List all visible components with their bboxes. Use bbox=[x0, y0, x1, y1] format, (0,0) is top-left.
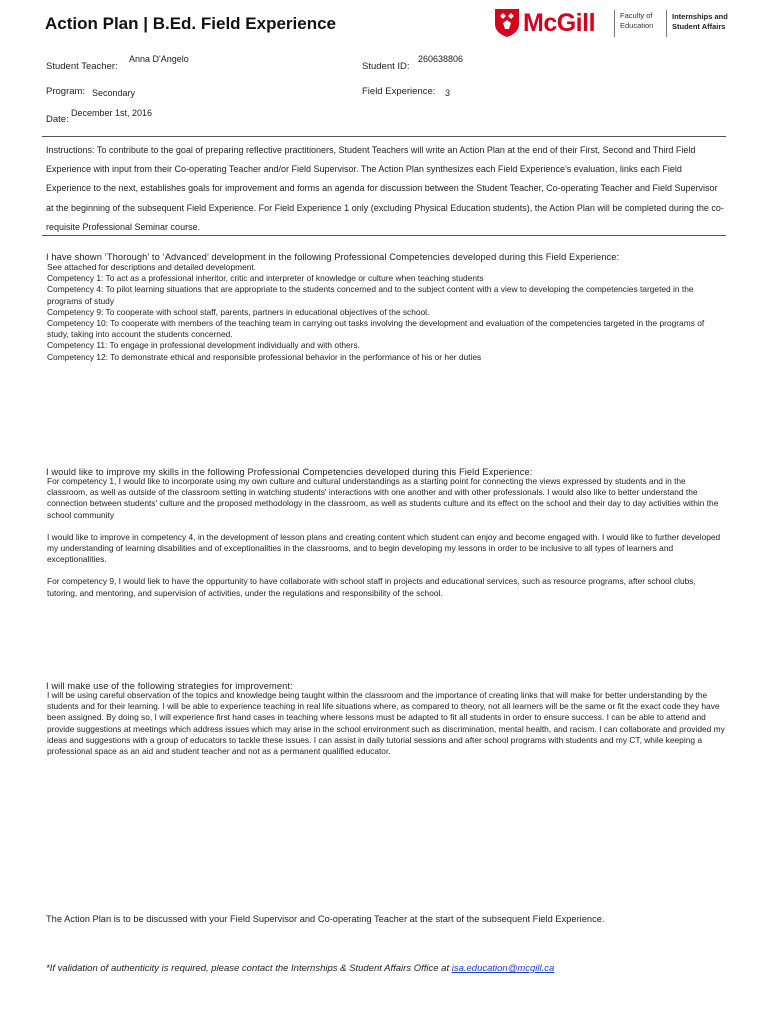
list-item: Competency 9: To cooperate with school staff, parents, partners in educational objectives of the school. bbox=[47, 306, 430, 317]
improvement-heading: I would like to improve my skills in the following Professional Competencies developed during this Field Experience: bbox=[46, 467, 533, 477]
program-label: Program: bbox=[46, 86, 86, 97]
paragraph: For competency 1, I would like to incorporate using my own culture and cultural understandings as a starting point for connecting the views expressed by students and in the classroom, as well as outside of the classroom setting in watching students' interactions with one another and with other professionals. I would also like to better understand the connection between students' culture and the proposed methodology in the classroom, as well as students culture and its effect on the school and their day to day activities within the school community bbox=[47, 476, 719, 520]
date-label: Date: bbox=[46, 114, 69, 125]
mcgill-wordmark: McGill bbox=[523, 9, 596, 37]
strengths-list bbox=[47, 262, 727, 363]
date-value: December 1st, 2016 bbox=[71, 108, 153, 118]
improvement-text bbox=[47, 476, 727, 599]
list-item: See attached for descriptions and detailed development. bbox=[47, 262, 257, 272]
strategies-text bbox=[47, 690, 727, 757]
paragraph: For competency 9, I would liek to have the oppurtunity to have collaborate with school staff in projects and educational services, such as resource programs, after school clubs, tutoring, and mentoring, and supervision of activities, under the regulations and responsibility of the school. bbox=[47, 576, 696, 598]
footer-note bbox=[46, 963, 554, 974]
list-item: Competency 10: To cooperate with members of the teaching team in carrying out tasks involving the development and evaluation of the competencies targeted in the programs of study, taking into account the students concerned. bbox=[47, 318, 705, 340]
student-id-value: 260638806 bbox=[418, 54, 464, 64]
student-teacher-label: Student Teacher: bbox=[46, 61, 118, 72]
field-experience-value: 3 bbox=[445, 88, 451, 98]
contact-email-link[interactable]: isa.education@mcgill.ca bbox=[451, 963, 555, 974]
list-item: Competency 11: To engage in professional development individually and with others. bbox=[47, 340, 361, 351]
strengths-heading: I have shown ‘Thorough’ to ‘Advanced’ development in the following Professional Competencies developed during this Field Experience: bbox=[46, 252, 620, 262]
list-item: Competency 1: To act as a professional inheritor, critic and interpreter of knowledge or culture when teaching students bbox=[47, 273, 484, 284]
logo-divider bbox=[666, 10, 667, 37]
faculty-label: Faculty of Education bbox=[620, 11, 654, 30]
mcgill-crest-icon bbox=[494, 8, 520, 38]
document-title: Action Plan | B.Ed. Field Experience bbox=[45, 14, 336, 33]
list-item: Competency 12: To demonstrate ethical and responsible professional behavior in the performance of his or her duties bbox=[47, 351, 482, 362]
instructions-text: Instructions: To contribute to the goal of preparing reflective practitioners, Student Teachers will write an Action Plan at the end of their First, Second and Third Field Experience with input from their Co-operating Teacher and/or Field Supervisor. The Action Plan synthesizes each Field Experience’s evaluation, links each Field Experience to the next, establishes goals for improvement and forms an agenda for discussion between the Student Teacher, Co-operating Teacher and Field Supervisor at the beginning of the subsequent Field Experience. For Field Experience 1 only (excluding Physical Education students), the Action Plan will be completed during the co-requisite Professional Seminar course. bbox=[46, 145, 724, 232]
logo-divider bbox=[614, 10, 615, 37]
program-value: Secondary bbox=[92, 88, 136, 98]
strategies-heading: I will make use of the following strategies for improvement: bbox=[46, 681, 293, 691]
closing-note: The Action Plan is to be discussed with your Field Supervisor and Co-operating Teacher at the start of the subsequent Field Experience. bbox=[46, 914, 605, 924]
field-experience-label: Field Experience: bbox=[362, 86, 436, 97]
footer-text: *If validation of authenticity is required, please contact the Internships & Student Affairs Office at bbox=[46, 963, 452, 974]
paragraph: I would like to improve in competency 4, in the development of lesson plans and creating content which student can enjoy and become engaged with. I would like to further developed my understanding of learning disabilities and of exceptionalities in the classrooms, and to begin developing my lessons in order to be inclusive to all types of learners and exceptionalities. bbox=[47, 531, 721, 565]
instructions-top-rule bbox=[42, 136, 726, 137]
student-teacher-value: Anna D'Angelo bbox=[129, 54, 189, 64]
instructions-bottom-rule bbox=[42, 235, 726, 236]
list-item: Competency 4: To pilot learning situations that are appropriate to the students concerned and to the subject content with a view to developing the competencies targeted in the programs of study bbox=[47, 284, 694, 306]
office-label: Internships and Student Affairs bbox=[672, 12, 728, 31]
mcgill-logo bbox=[494, 6, 734, 42]
student-id-label: Student ID: bbox=[362, 61, 410, 72]
paragraph: I will be using careful observation of the topics and knowledge being taught within the classroom and the importance of creating links that will make for better understanding by the students and for their learning. I will be able to experience teaching in real life situations where, as compared to theory, not all learners will be the same or fit the exact code they have been assigned. By doing so, I will experience first hand cases in teaching where lessons must be adapted to fit all students in order to ensure success. I can be able to attend and provide suggestions at meetings which address issues which may arise in the school environment such as discrimination, mental health, and racism. I can collaborate and provided my ideas and suggestions with a group of educators to tackle these issues. I can assist in daily tutorial sessions and after school programs with students and my CT, while keeping a professional space as an aid and student teacher and not as a permanent qualified educator. bbox=[47, 690, 725, 757]
